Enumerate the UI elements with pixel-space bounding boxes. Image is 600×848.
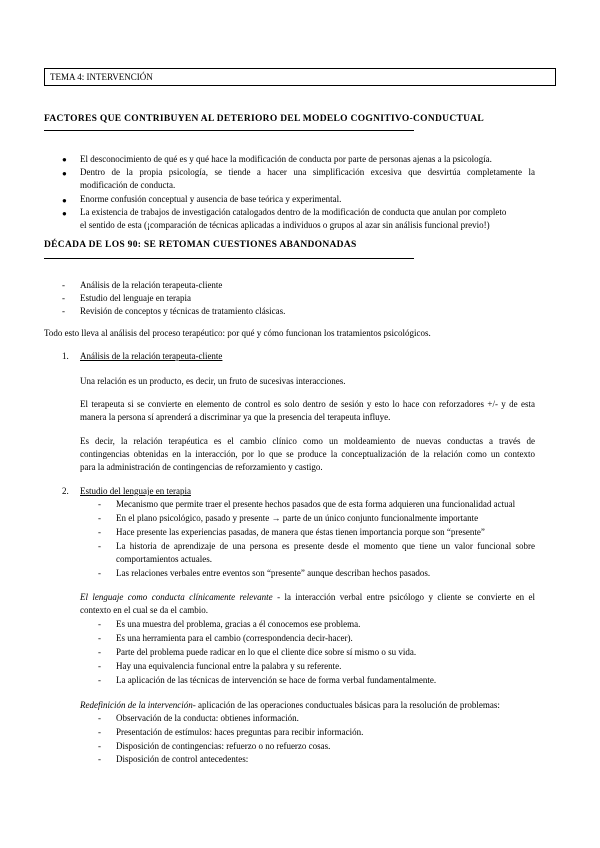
verbal-paragraph-line1 [80, 592, 535, 602]
bullet-icon: ● [62, 155, 67, 164]
dash-icon: - [98, 619, 101, 629]
verbal-item-3: Parte del problema puede radicar en lo que el cliente dice sobre sí mismo o su vida. [116, 647, 417, 657]
topic-title: TEMA 4: INTERVENCIÓN [50, 72, 153, 82]
section1-title: FACTORES QUE CONTRIBUYEN AL DETERIORO DEL MODELO COGNITIVO-CONDUCTUAL [44, 114, 485, 124]
point1-paragraph-3-line3: para la administración de contingencias de reforzamiento y castigo. [80, 462, 323, 472]
section2-summary: Todo esto lleva al análisis del proceso terapéutico: por qué y cómo funcionan los tratamientos psicológicos. [44, 328, 431, 338]
dash-icon: - [98, 527, 101, 537]
section1-item-2-line1: Dentro de la propia psicología, se tiende a hacer una simplificación excesiva que desvirtúa completamente la [80, 167, 535, 177]
section1-item-2-line2: modificación de conducta. [80, 180, 176, 190]
section1-divider [44, 130, 414, 131]
point2-item-4-line2: comportamientos actuales. [116, 554, 212, 564]
redefinition-item-1: Observación de la conducta: obtienes información. [116, 713, 299, 723]
redefinition-item-3: Disposición de contingencias: refuerzo o no refuerzo cosas. [116, 741, 331, 751]
redefinition-item-4: Disposición de control antecedentes: [116, 754, 249, 764]
verbal-label: El lenguaje como conducta clínicamente relevante [80, 592, 273, 602]
dash-icon: - [98, 633, 101, 643]
redefinition-paragraph [80, 700, 500, 710]
dash-icon: - [98, 568, 101, 578]
bullet-icon: ● [62, 169, 67, 178]
section2-item-1: Análisis de la relación terapeuta-cliente [80, 280, 223, 290]
verbal-item-5: La aplicación de las técnicas de intervención se hace de forma verbal fundamentalmente. [116, 675, 437, 685]
dash-icon: - [62, 306, 65, 316]
dash-icon: - [98, 713, 101, 723]
dash-icon: - [62, 280, 65, 290]
dash-icon: - [98, 661, 101, 671]
dash-icon: - [98, 541, 101, 551]
point1-paragraph-2-line1: El terapeuta si se convierte en elemento de control es solo dentro de sesión y esto lo hace con reforzadores +/- y de esta [80, 399, 535, 409]
redefinition-label: Redefinición de la intervención [80, 700, 193, 710]
dash-icon: - [98, 741, 101, 751]
verbal-item-4: Hay una equivalencia funcional entre la palabra y su referente. [116, 661, 342, 671]
section1-item-4-line2: el sentido de esta (¡comparación de técnicas aplicadas a individuos o grupos al azar sin análisis funcional previo!) [80, 220, 490, 230]
point1-paragraph-3-line2: contingencias obtenidas en la interacción, por lo que se produce la conceptualización de la relación como un contexto [80, 449, 535, 459]
point2-item-4-line1: La historia de aprendizaje de una persona es presente desde el momento que tiene un valor funcional sobre [116, 541, 535, 551]
dash-icon: - [98, 647, 101, 657]
bullet-icon: ● [62, 196, 67, 205]
section2-title: DÉCADA DE LOS 90: SE RETOMAN CUESTIONES ABANDONADAS [44, 240, 357, 250]
section2-item-3: Revisión de conceptos y técnicas de tratamiento clásicas. [80, 306, 286, 316]
redefinition-item-2: Presentación de estímulos: haces preguntas para recibir información. [116, 727, 364, 737]
point1-paragraph-1: Una relación es un producto, es decir, un fruto de sucesivas interacciones. [80, 376, 346, 386]
dash-icon: - [62, 293, 65, 303]
verbal-item-2: Es una herramienta para el cambio (correspondencia decir-hacer). [116, 633, 353, 643]
point2-title: Estudio del lenguaje en terapia [80, 486, 191, 496]
bullet-icon: ● [62, 209, 67, 218]
verbal-item-1: Es una muestra del problema, gracias a él conocemos ese problema. [116, 619, 361, 629]
dash-icon: - [98, 675, 101, 685]
dash-icon: - [98, 754, 101, 764]
dash-icon: - [98, 727, 101, 737]
section1-item-3: Enorme confusión conceptual y ausencia de base teórica y experimental. [80, 194, 342, 204]
section2-divider [44, 258, 414, 259]
point1-paragraph-2-line2: manera la persona sí aprenderá a discriminar ya que la presencia del terapeuta influye. [80, 412, 391, 422]
redefinition-text: - aplicación de las operaciones conductuales básicas para la resolución de problemas: [192, 700, 500, 710]
point2-item-3: Hace presente las experiencias pasadas, de manera que éstas tienen importancia porque son “presente” [116, 527, 485, 537]
point2-item-5: Las relaciones verbales entre eventos son “presente” aunque describan hechos pasados. [116, 568, 431, 578]
dash-icon: - [98, 499, 101, 509]
point2-number: 2. [62, 486, 69, 496]
dash-icon: - [98, 513, 101, 523]
section1-item-1: El desconocimiento de qué es y qué hace la modificación de conducta por parte de personas ajenas a la psicología. [80, 154, 492, 164]
point2-item-1: Mecanismo que permite traer el presente hechos pasados que de esta forma adquieren una funcionalidad actual [116, 499, 516, 509]
topic-header [44, 68, 556, 86]
section1-item-4-line1: La existencia de trabajos de investigación catalogados dentro de la modificación de conducta que anulan por completo [80, 207, 507, 217]
point1-title: Análisis de la relación terapeuta-cliente [80, 351, 223, 361]
verbal-paragraph-line2: contexto en el cual se da el cambio. [80, 605, 208, 615]
point2-item-2: En el plano psicológico, pasado y presente → parte de un único conjunto funcionalmente importante [116, 513, 479, 523]
verbal-text-1: - la interacción verbal entre psicólogo y cliente se convierte en el [272, 592, 535, 602]
section2-item-2: Estudio del lenguaje en terapia [80, 293, 191, 303]
point1-paragraph-3-line1: Es decir, la relación terapéutica es el cambio clínico como un moldeamiento de nuevas conductas a través de [80, 436, 535, 446]
point1-number: 1. [62, 351, 69, 361]
